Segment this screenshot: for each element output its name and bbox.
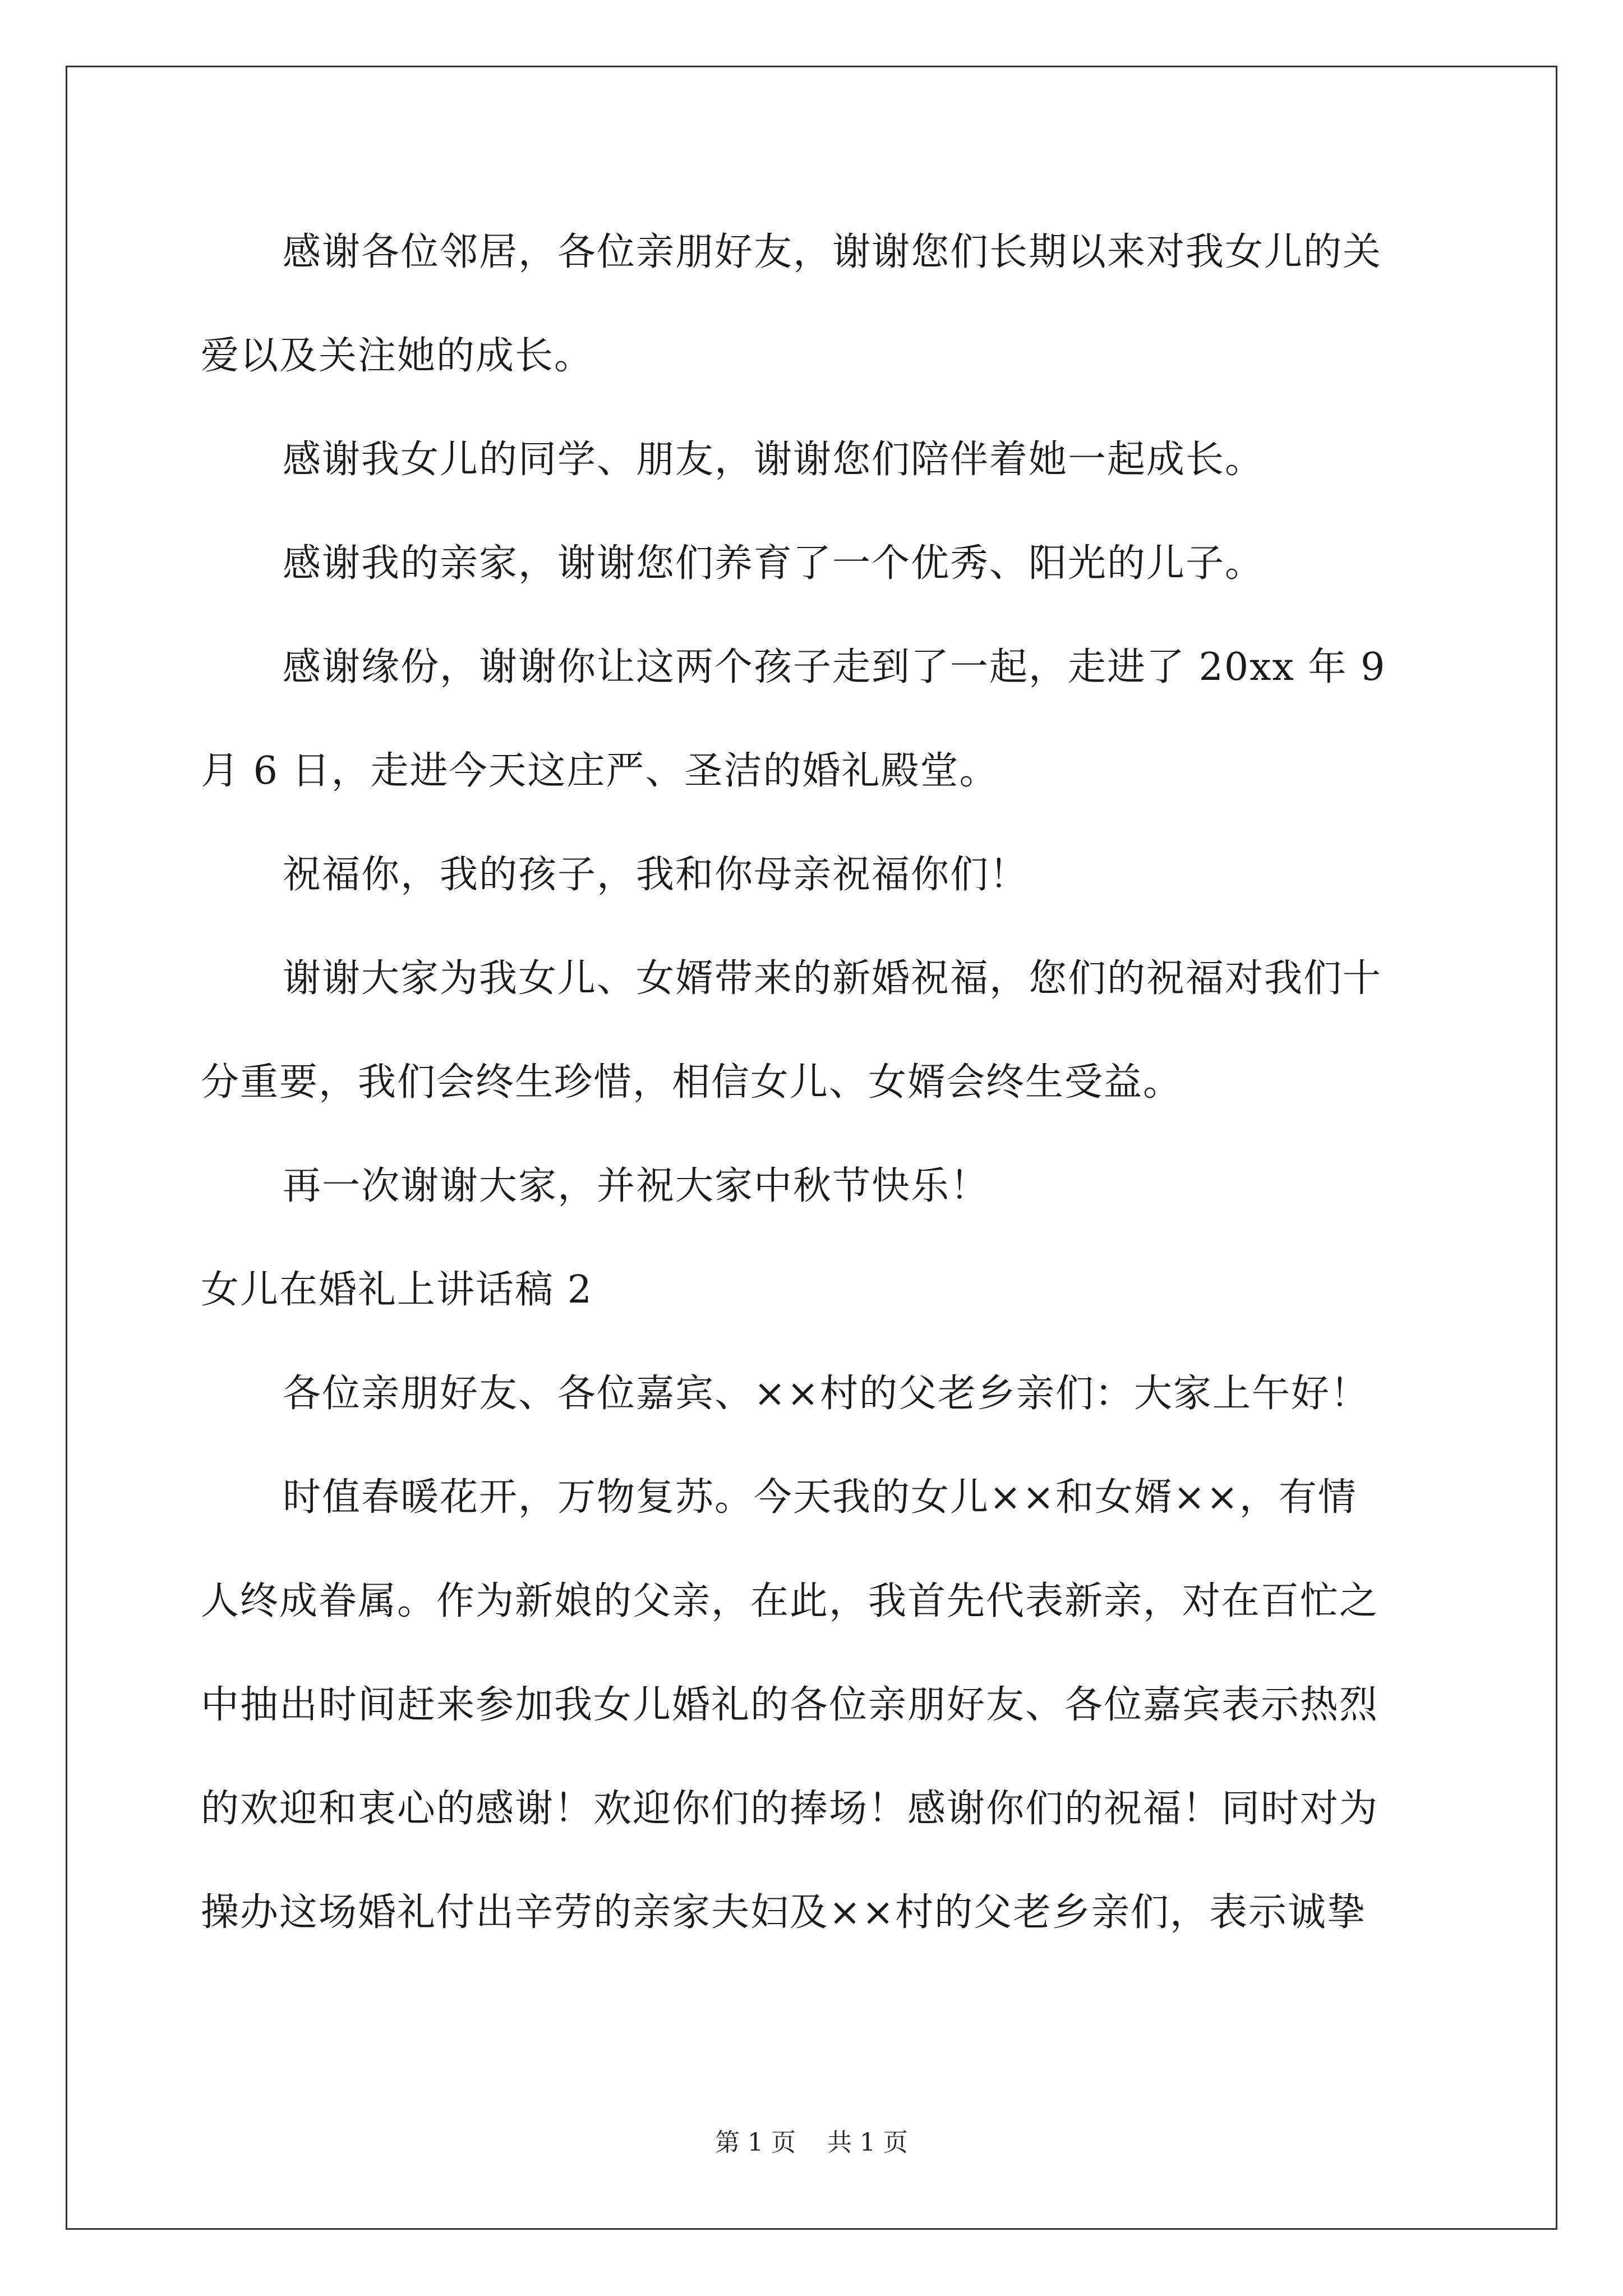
- paragraph-line: 感谢我的亲家，谢谢您们养育了一个优秀、阳光的儿子。: [283, 541, 1265, 586]
- paragraph-line: 的欢迎和衷心的感谢！欢迎你们的捧场！感谢你们的祝福！同时对为: [201, 1787, 1379, 1831]
- paragraph-line: 时值春暖花开，万物复苏。今天我的女儿××和女婿××，有情: [283, 1475, 1357, 1520]
- paragraph-line: 谢谢大家为我女儿、女婿带来的新婚祝福，您们的祝福对我们十: [283, 956, 1382, 1001]
- document-body: [201, 219, 1435, 1983]
- section-heading: 女儿在婚礼上讲话稿 2: [201, 1268, 593, 1312]
- paragraph-line: 各位亲朋好友、各位嘉宾、××村的父老乡亲们：大家上午好！: [283, 1372, 1370, 1416]
- paragraph-line: 月 6 日，走进今天这庄严、圣洁的婚礼殿堂。: [201, 749, 999, 793]
- paragraph-line: 人终成眷属。作为新娘的父亲，在此，我首先代表新亲，对在百忙之: [201, 1579, 1379, 1623]
- paragraph-line: 祝福你，我的孩子，我和你母亲祝福你们！: [283, 853, 1029, 897]
- paragraph-line: 感谢各位邻居，各位亲朋好友，谢谢您们长期以来对我女儿的关: [283, 230, 1382, 274]
- page-number-footer: 第 1 页 共 1 页: [715, 2128, 908, 2157]
- paragraph-line: 操办这场婚礼付出辛劳的亲家夫妇及××村的父老乡亲们，表示诚挚: [201, 1890, 1366, 1935]
- paragraph-line: 再一次谢谢大家，并祝大家中秋节快乐！: [283, 1164, 990, 1208]
- paragraph-line: 分重要，我们会终生珍惜，相信女儿、女婿会终生受益。: [201, 1060, 1183, 1105]
- paragraph-line: 感谢我女儿的同学、朋友，谢谢您们陪伴着她一起成长。: [283, 438, 1265, 482]
- paragraph-line: 感谢缘份，谢谢你让这两个孩子走到了一起，走进了 20xx 年 9: [283, 645, 1386, 689]
- paragraph-line: 中抽出时间赶来参加我女儿婚礼的各位亲朋好友、各位嘉宾表示热烈: [201, 1683, 1379, 1727]
- paragraph-line: 爱以及关注她的成长。: [201, 334, 594, 378]
